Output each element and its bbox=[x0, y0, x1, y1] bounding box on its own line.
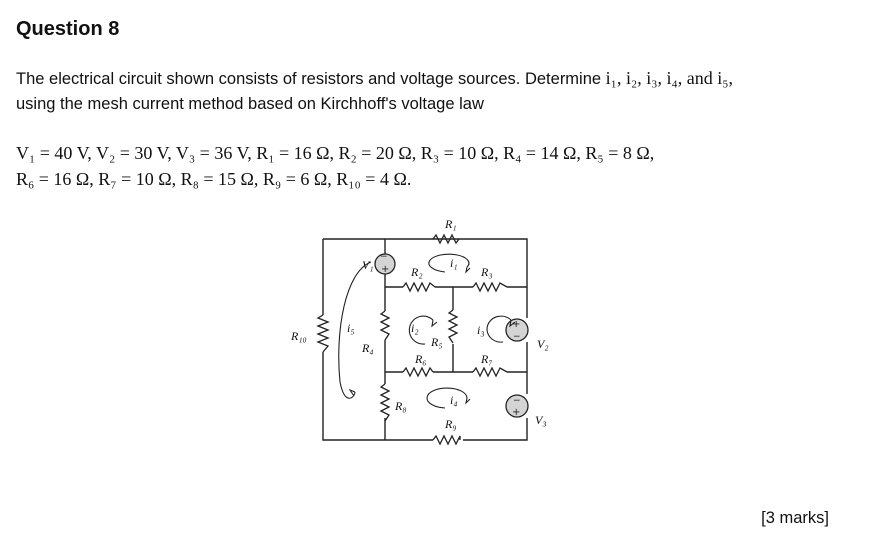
r9-label: R₉ bbox=[445, 417, 457, 431]
r7-label: R₇ bbox=[481, 352, 493, 366]
r3-resistor bbox=[473, 283, 507, 291]
circuit-diagram bbox=[285, 212, 575, 462]
question-text bbox=[16, 66, 871, 117]
r7-resistor bbox=[473, 368, 507, 376]
i3-label: i₃ bbox=[477, 323, 485, 337]
i1-label: i₁ bbox=[450, 256, 458, 270]
v3-label: V₃ bbox=[535, 413, 547, 427]
r4-label: R₄ bbox=[362, 341, 374, 355]
r6-label: R₆ bbox=[415, 352, 427, 366]
svg-text:+: + bbox=[512, 319, 521, 330]
i4-loop-arrow bbox=[427, 388, 467, 408]
r5-label: R₅ bbox=[431, 335, 443, 349]
r10-label: R₁₀ bbox=[291, 329, 307, 343]
r2-label: R₂ bbox=[411, 265, 423, 279]
svg-text:−: − bbox=[513, 396, 521, 406]
r6-resistor bbox=[403, 368, 433, 376]
target-currents: i₁, i₂, i₃, i₄, and i₅, bbox=[605, 68, 734, 88]
i5-loop-arrow bbox=[339, 262, 371, 398]
v3-source bbox=[506, 395, 528, 418]
svg-text:+: + bbox=[381, 264, 390, 275]
svg-text:+: + bbox=[512, 407, 521, 418]
question-heading: Question 8 bbox=[16, 18, 120, 40]
v1-source bbox=[375, 252, 395, 275]
r2-resistor bbox=[403, 283, 435, 291]
v2-source bbox=[506, 319, 528, 342]
values-line-2: R₆ = 16 Ω, R₇ = 10 Ω, R₈ = 15 Ω, R₉ = 6 Ω, R₁₀ = 4 Ω. bbox=[16, 169, 412, 189]
r8-label: R₈ bbox=[395, 399, 407, 413]
question-text-after: using the mesh current method based on Kirchhoff's voltage law bbox=[16, 95, 484, 113]
svg-text:−: − bbox=[380, 252, 388, 262]
r10-resistor bbox=[318, 315, 328, 352]
r5-resistor bbox=[449, 310, 457, 343]
r9-resistor bbox=[433, 436, 460, 444]
i4-label: i₄ bbox=[450, 393, 458, 407]
r1-label: R₁ bbox=[445, 217, 457, 231]
i5-label: i₅ bbox=[347, 321, 355, 335]
marks-label: [3 marks] bbox=[761, 509, 829, 527]
svg-text:−: − bbox=[513, 332, 521, 342]
question-text-before: The electrical circuit shown consists of resistors and voltage sources. Determine bbox=[16, 70, 606, 88]
v1-label: V₁ bbox=[362, 258, 374, 272]
i2-label: i₂ bbox=[411, 321, 419, 335]
r4-resistor bbox=[381, 311, 389, 340]
r8-resistor bbox=[381, 384, 389, 421]
r3-label: R₃ bbox=[481, 265, 493, 279]
values-line-1: V₁ = 40 V, V₂ = 30 V, V₃ = 36 V, R₁ = 16 Ω, R₂ = 20 Ω, R₃ = 10 Ω, R₄ = 14 Ω, R₅ = 8 Ω, bbox=[16, 143, 655, 163]
i1-loop-arrow bbox=[429, 254, 469, 272]
v2-label: V₂ bbox=[537, 337, 549, 351]
given-values bbox=[16, 140, 876, 192]
